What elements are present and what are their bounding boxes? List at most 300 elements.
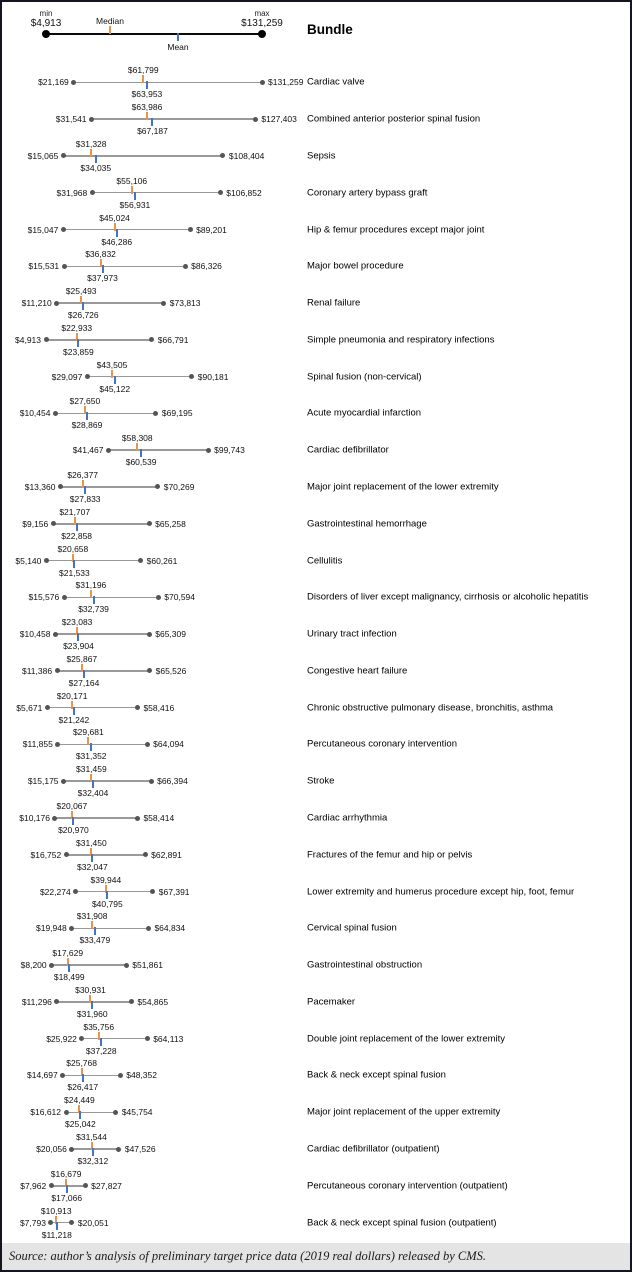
median-value-label: $30,931 [75, 984, 106, 995]
max-dot [143, 852, 148, 857]
mean-tick [114, 376, 116, 384]
bundle-name: Major joint replacement of the upper extremity [307, 1106, 501, 1118]
min-value-label: $7,793 [19, 1217, 46, 1228]
min-dot [79, 1036, 84, 1041]
mean-tick [94, 927, 96, 935]
bundle-name: Gastrointestinal hemorrhage [307, 518, 427, 530]
max-dot [153, 411, 158, 416]
mean-value-label: $23,859 [63, 346, 94, 357]
chart-row [2, 101, 630, 138]
max-value-label: $27,827 [91, 1180, 122, 1191]
min-value-label: $22,274 [39, 886, 71, 897]
min-dot [52, 816, 57, 821]
chart-row [2, 285, 630, 322]
median-tick [87, 737, 89, 745]
bundle-name: Hip & femur procedures except major joint [307, 224, 485, 236]
max-dot [155, 484, 160, 489]
median-value-label: $25,867 [66, 653, 98, 664]
bundle-name: Renal failure [307, 297, 361, 309]
max-value-label: $66,791 [157, 334, 189, 345]
median-value-label: $24,449 [64, 1095, 95, 1106]
mean-tick [134, 192, 136, 200]
bundle-name: Major bowel procedure [307, 260, 404, 272]
chart-row [2, 505, 630, 542]
max-value-label: $47,526 [124, 1144, 156, 1155]
median-value-label: $31,459 [76, 764, 107, 775]
mean-tick [102, 265, 104, 273]
min-dot [44, 337, 49, 342]
max-value-label: $69,195 [161, 408, 193, 419]
mean-value-label: $37,973 [87, 273, 118, 284]
min-dot [49, 1183, 54, 1188]
max-value-label: $64,834 [154, 923, 186, 934]
median-value-label: $20,171 [56, 690, 88, 701]
max-dot [150, 889, 155, 894]
min-dot [48, 1220, 53, 1225]
mean-tick [151, 118, 153, 126]
min-value-label: $41,467 [72, 445, 104, 456]
bundle-name: Cardiac defibrillator (outpatient) [307, 1143, 440, 1155]
range-line [57, 302, 164, 304]
min-value-label: $10,454 [19, 408, 51, 419]
min-dot [62, 264, 67, 269]
min-value-label: $25,922 [46, 1033, 77, 1044]
chart-row [2, 542, 630, 579]
range-line [66, 1112, 116, 1114]
mean-tick [116, 229, 118, 237]
max-value-label: $89,201 [196, 224, 227, 235]
mean-value-label: $31,352 [75, 751, 107, 762]
legend-max-dot [258, 30, 266, 38]
bundle-name: Pacemaker [307, 996, 356, 1008]
median-value-label: $39,944 [90, 874, 122, 885]
chart-legend [2, 2, 630, 64]
range-line [52, 964, 127, 966]
mean-tick [100, 1038, 102, 1046]
median-value-label: $25,493 [65, 286, 97, 297]
legend-mean-tick [177, 33, 179, 41]
min-dot [64, 1110, 69, 1115]
max-value-label: $65,258 [155, 518, 186, 529]
min-dot [53, 632, 58, 637]
mean-tick [83, 670, 85, 678]
median-value-label: $31,196 [75, 580, 107, 591]
chart-row [2, 616, 630, 653]
mean-value-label: $32,739 [78, 604, 109, 615]
mean-value-label: $18,499 [53, 972, 85, 983]
min-dot [54, 999, 59, 1004]
legend-min-dot [42, 30, 50, 38]
range-line [55, 413, 155, 415]
chart-row [2, 174, 630, 211]
range-line [92, 192, 220, 194]
median-value-label: $45,024 [99, 212, 130, 223]
max-value-label: $127,403 [261, 114, 297, 125]
chart-row [2, 763, 630, 800]
median-tick [91, 921, 93, 929]
mean-tick [92, 780, 94, 788]
min-value-label: $20,056 [36, 1144, 67, 1155]
median-tick [142, 75, 144, 83]
max-dot [138, 558, 143, 563]
min-dot [60, 1073, 65, 1078]
min-value-label: $15,047 [27, 224, 59, 235]
min-value-label: $29,097 [51, 371, 83, 382]
mean-value-label: $26,726 [67, 310, 99, 321]
mean-value-label: $23,904 [63, 641, 94, 652]
mean-tick [95, 155, 97, 163]
chart-row [2, 211, 630, 248]
chart-row [2, 653, 630, 690]
max-dot [183, 264, 188, 269]
bundle-name: Percutaneous coronary intervention (outpatient) [307, 1180, 508, 1192]
legend-median-tick [109, 26, 111, 34]
min-dot [61, 227, 66, 232]
min-value-label: $16,612 [30, 1107, 62, 1118]
min-dot [45, 705, 50, 710]
mean-tick [82, 1074, 84, 1082]
mean-value-label: $22,858 [61, 530, 93, 541]
max-value-label: $90,181 [197, 371, 229, 382]
median-value-label: $10,913 [40, 1205, 72, 1216]
mean-value-label: $34,035 [80, 162, 112, 173]
chart-row [2, 1094, 630, 1131]
median-value-label: $20,067 [56, 801, 88, 812]
max-value-label: $70,594 [164, 592, 196, 603]
min-value-label: $11,296 [21, 996, 52, 1007]
mean-tick [86, 412, 88, 420]
mean-tick [140, 449, 142, 457]
min-value-label: $5,671 [16, 702, 43, 713]
median-value-label: $26,377 [67, 469, 99, 480]
mean-value-label: $32,312 [77, 1156, 109, 1167]
max-value-label: $62,891 [151, 849, 182, 860]
bundle-name: Combined anterior posterior spinal fusion [307, 113, 481, 125]
max-value-label: $66,394 [157, 776, 188, 787]
max-dot [218, 190, 223, 195]
range-line [87, 376, 191, 378]
bundle-name: Disorders of liver except malignancy, cirrhosis or alcoholic hepatitis [307, 591, 589, 603]
median-tick [146, 112, 148, 120]
mean-value-label: $45,122 [99, 383, 131, 394]
min-value-label: $9,156 [22, 518, 49, 529]
range-line [72, 928, 149, 930]
bundle-name: Cardiac arrhythmia [307, 812, 388, 824]
mean-tick [91, 854, 93, 862]
min-dot [85, 374, 90, 379]
max-value-label: $58,416 [143, 702, 175, 713]
mean-tick [84, 486, 86, 494]
min-value-label: $16,752 [30, 849, 62, 860]
chart-row [2, 579, 630, 616]
min-dot [54, 301, 59, 306]
chart-row [2, 321, 630, 358]
min-value-label: $31,541 [55, 114, 87, 125]
min-value-label: $7,962 [20, 1180, 47, 1191]
max-dot [83, 1183, 88, 1188]
chart-row [2, 64, 630, 101]
median-value-label: $25,768 [66, 1058, 97, 1069]
range-line [63, 1075, 121, 1077]
min-dot [44, 558, 49, 563]
range-line [57, 1001, 131, 1003]
mean-tick [76, 523, 78, 531]
mean-tick [146, 81, 148, 89]
max-value-label: $64,113 [153, 1033, 184, 1044]
max-dot [124, 963, 129, 968]
max-value-label: $54,865 [137, 996, 169, 1007]
chart-row [2, 910, 630, 947]
min-value-label: $15,531 [28, 261, 60, 272]
range-line [46, 560, 140, 562]
range-line [64, 597, 158, 599]
mean-value-label: $27,833 [69, 493, 101, 504]
min-value-label: $5,140 [15, 555, 42, 566]
bundle-name: Sepsis [307, 150, 336, 162]
min-dot [61, 779, 66, 784]
max-dot [156, 595, 161, 600]
min-dot [62, 595, 67, 600]
min-dot [73, 889, 78, 894]
max-dot [146, 926, 151, 931]
range-line [92, 118, 256, 120]
min-dot [69, 926, 74, 931]
min-value-label: $4,913 [15, 334, 41, 345]
max-value-label: $70,269 [163, 481, 195, 492]
max-dot [113, 1110, 118, 1115]
mean-value-label: $21,533 [59, 567, 90, 578]
bundle-name: Double joint replacement of the lower extremity [307, 1033, 506, 1045]
max-value-label: $65,309 [155, 629, 186, 640]
mean-value-label: $56,931 [119, 199, 151, 210]
bundle-name: Cervical spinal fusion [307, 922, 397, 934]
max-dot [118, 1073, 123, 1078]
mean-tick [106, 891, 108, 899]
range-line [60, 486, 157, 488]
max-dot [147, 632, 152, 637]
mean-value-label: $40,795 [91, 898, 123, 909]
bundle-name: Back & neck except spinal fusion (outpatient) [307, 1217, 497, 1229]
bundle-name: Urinary tract infection [307, 628, 397, 640]
min-value-label: $11,386 [21, 665, 53, 676]
chart-row [2, 1057, 630, 1094]
min-dot [53, 411, 58, 416]
max-dot [206, 448, 211, 453]
source-note: Source: author’s analysis of preliminary target price data (2019 real dollars) released by CMS. [2, 1243, 630, 1270]
legend-min-caption: min [39, 9, 53, 18]
median-value-label: $16,679 [50, 1168, 82, 1179]
max-value-label: $108,404 [228, 150, 265, 161]
max-value-label: $60,261 [146, 555, 178, 566]
min-dot [55, 742, 60, 747]
median-value-label: $29,681 [72, 727, 104, 738]
min-value-label: $14,697 [27, 1070, 58, 1081]
min-dot [71, 80, 76, 85]
chart-row [2, 469, 630, 506]
range-line [82, 1038, 147, 1040]
mean-value-label: $33,479 [79, 935, 111, 946]
chart-row [2, 1020, 630, 1057]
mean-value-label: $63,953 [131, 89, 163, 100]
mean-tick [72, 817, 74, 825]
mean-value-label: $32,404 [77, 788, 109, 799]
max-dot [145, 742, 150, 747]
median-value-label: $36,832 [85, 249, 116, 260]
bundle-name: Acute myocardial infarction [307, 407, 422, 419]
max-dot [135, 705, 140, 710]
chart-row [2, 138, 630, 175]
mean-value-label: $32,047 [77, 861, 108, 872]
min-value-label: $15,065 [27, 150, 59, 161]
mean-value-label: $21,242 [58, 714, 90, 725]
min-value-label: $21,169 [38, 77, 69, 88]
mean-tick [93, 596, 95, 604]
max-dot [161, 301, 166, 306]
legend-max-caption: max [254, 9, 270, 18]
min-dot [64, 852, 69, 857]
max-dot [149, 779, 154, 784]
min-dot [106, 448, 111, 453]
bundle-column-header: Bundle [307, 22, 353, 37]
chart-row [2, 395, 630, 432]
chart-row [2, 984, 630, 1021]
bundle-name: Back & neck except spinal fusion [307, 1069, 446, 1081]
mean-value-label: $46,286 [101, 236, 133, 247]
max-value-label: $65,526 [155, 665, 187, 676]
median-value-label: $31,328 [75, 138, 107, 149]
max-value-label: $99,743 [214, 445, 245, 456]
chart-row [2, 1167, 630, 1204]
bundle-name: Cardiac defibrillator [307, 444, 389, 456]
max-dot [149, 337, 154, 342]
max-value-label: $48,352 [126, 1070, 157, 1081]
mean-value-label: $27,164 [68, 677, 100, 688]
range-line [47, 707, 137, 709]
bundle-name: Stroke [307, 775, 335, 787]
median-value-label: $43,505 [96, 359, 128, 370]
bundle-name: Spinal fusion (non-cervical) [307, 371, 422, 383]
min-value-label: $13,360 [24, 481, 56, 492]
min-value-label: $11,855 [22, 739, 53, 750]
bundle-name: Percutaneous coronary intervention [307, 738, 457, 750]
mean-value-label: $37,228 [85, 1045, 117, 1056]
max-dot [135, 816, 140, 821]
min-dot [49, 963, 54, 968]
bundle-name: Coronary artery bypass graft [307, 187, 428, 199]
mean-tick [90, 743, 92, 751]
bundle-name: Gastrointestinal obstruction [307, 959, 423, 971]
median-tick [90, 149, 92, 157]
bundle-name: Chronic obstructive pulmonary disease, bronchitis, asthma [307, 702, 554, 714]
max-value-label: $58,414 [143, 813, 175, 824]
max-value-label: $51,861 [132, 960, 163, 971]
max-value-label: $67,391 [158, 886, 190, 897]
max-dot [116, 1147, 121, 1152]
bundle-name: Congestive heart failure [307, 665, 408, 677]
min-dot [90, 190, 95, 195]
min-dot [51, 521, 56, 526]
min-dot [69, 1147, 74, 1152]
max-dot [220, 153, 225, 158]
mean-tick [92, 1148, 94, 1156]
median-value-label: $61,799 [127, 65, 159, 76]
mean-tick [77, 633, 79, 641]
legend-mean-label: Mean [167, 42, 189, 52]
max-dot [147, 521, 152, 526]
mean-tick [68, 964, 70, 972]
chart-rows [2, 64, 630, 1241]
range-line [66, 854, 145, 856]
min-value-label: $11,210 [21, 298, 52, 309]
chart-row [2, 689, 630, 726]
max-value-label: $20,051 [77, 1217, 109, 1228]
max-value-label: $86,326 [191, 261, 222, 272]
chart-row [2, 432, 630, 469]
median-tick [136, 443, 138, 451]
max-value-label: $73,813 [169, 298, 201, 309]
range-line [51, 1185, 85, 1187]
min-dot [58, 484, 63, 489]
range-line [64, 780, 152, 782]
max-dot [147, 668, 152, 673]
mean-tick [56, 1222, 58, 1230]
chart-row [2, 358, 630, 395]
mean-tick [82, 302, 84, 310]
bundle-name: Cardiac valve [307, 76, 365, 88]
range-line [108, 449, 208, 451]
chart-row [2, 248, 630, 285]
mean-tick [73, 707, 75, 715]
max-dot [260, 80, 265, 85]
range-line [57, 670, 150, 672]
median-value-label: $21,707 [59, 506, 91, 517]
range-line [55, 633, 149, 635]
mean-value-label: $26,417 [67, 1082, 99, 1093]
median-value-label: $63,986 [131, 102, 163, 113]
median-value-label: $27,650 [69, 396, 101, 407]
range-line [72, 1148, 119, 1150]
bundle-name: Fractures of the femur and hip or pelvis [307, 849, 473, 861]
median-value-label: $31,450 [75, 837, 107, 848]
chart-row [2, 836, 630, 873]
range-line [64, 266, 185, 268]
min-dot [55, 668, 60, 673]
mean-value-label: $31,960 [76, 1008, 108, 1019]
mean-value-label: $28,869 [71, 420, 103, 431]
legend-min-value: $4,913 [30, 18, 62, 29]
mean-tick [77, 339, 79, 347]
max-dot [145, 1036, 150, 1041]
min-dot [61, 153, 66, 158]
min-dot [89, 117, 94, 122]
max-dot [188, 227, 193, 232]
max-value-label: $64,094 [153, 739, 184, 750]
max-dot [189, 374, 194, 379]
mean-value-label: $67,187 [137, 126, 168, 137]
range-line [46, 339, 152, 341]
chart-row [2, 726, 630, 763]
legend-range-line [46, 33, 262, 35]
min-value-label: $8,200 [20, 960, 47, 971]
mean-value-label: $17,066 [51, 1192, 83, 1203]
chart-row [2, 947, 630, 984]
max-value-label: $106,852 [226, 187, 262, 198]
median-value-label: $31,908 [76, 911, 108, 922]
bundle-name: Simple pneumonia and respiratory infections [307, 334, 495, 346]
mean-value-label: $11,218 [41, 1229, 72, 1240]
median-value-label: $22,933 [61, 322, 93, 333]
legend-median-label: Median [96, 16, 124, 26]
